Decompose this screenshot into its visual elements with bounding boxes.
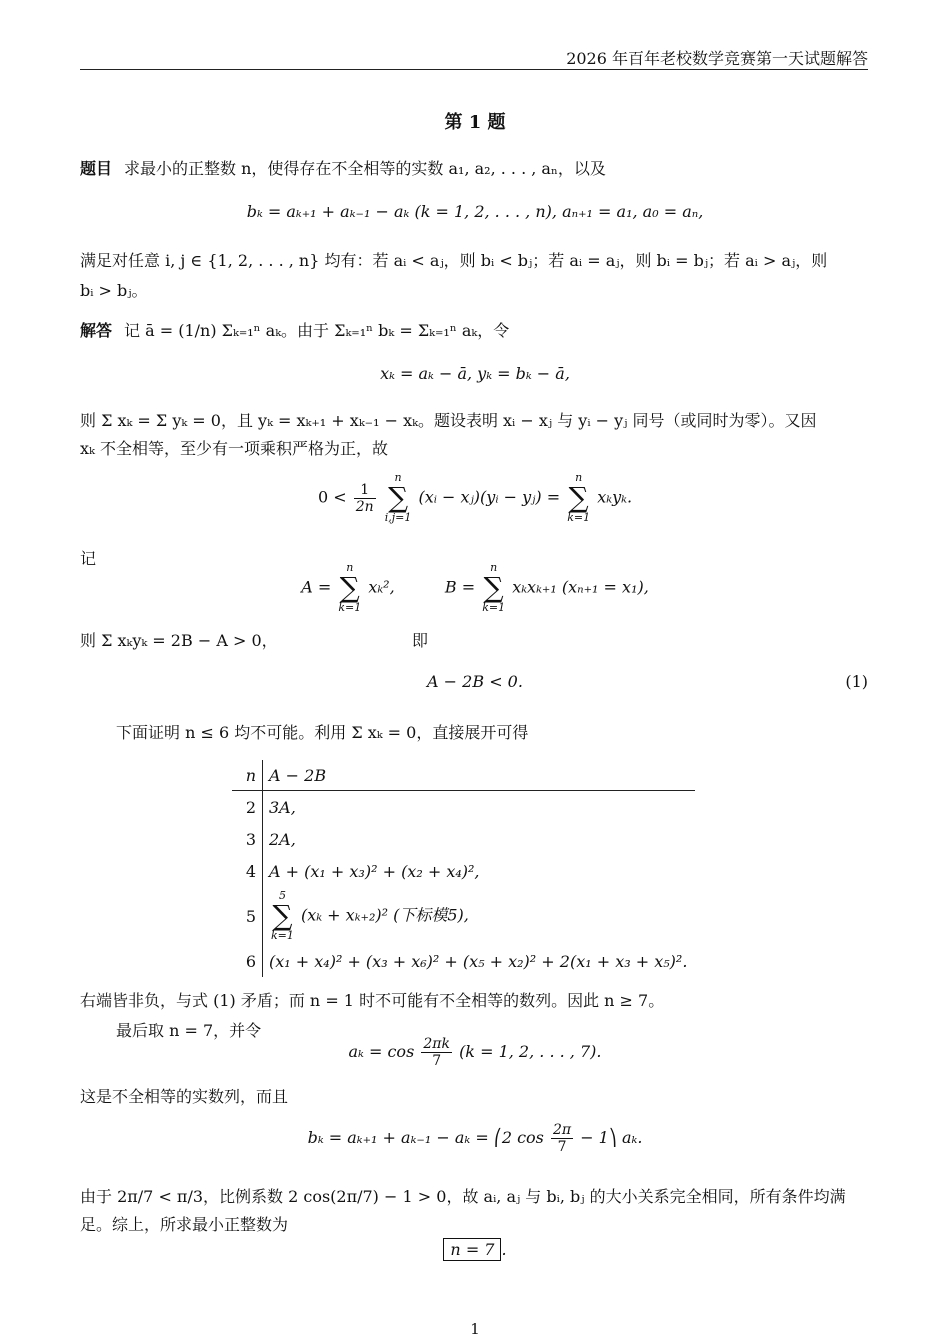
ak-frac-num: 2πk — [423, 1036, 450, 1052]
table-cell-n: 4 — [232, 855, 263, 887]
ineq-frac-num: 1 — [354, 482, 376, 499]
ineq-fraction — [354, 482, 376, 515]
problem-intro — [80, 154, 868, 184]
ak-left: aₖ = cos — [348, 1042, 415, 1061]
table-header-row — [232, 760, 695, 791]
solution-line-2: 则 Σ xₖ = Σ yₖ = 0，且 yₖ = xₖ₊₁ + xₖ₋₁ − xₖ。题设表明 xᵢ − xⱼ 与 yᵢ − yⱼ 同号（或同时为零）。又因 — [80, 411, 817, 430]
table-cell-expr: 2A, — [269, 829, 296, 849]
header-rule — [80, 69, 868, 70]
bk-right: − 1⎞ aₖ. — [580, 1128, 643, 1147]
table-cell-n: 6 — [232, 945, 263, 977]
table-cell-expr-sum — [263, 887, 696, 945]
solution-line-3: xₖ 不全相等，至少有一项乘积严格为正，故 — [80, 439, 388, 458]
solution-line-8: 这是不全相等的实数列，而且 — [80, 1087, 289, 1106]
equation-1-number: (1) — [845, 672, 868, 691]
ineq-sum-1: n ∑ i,j=1 — [384, 471, 412, 524]
table-cell-n: 5 — [232, 887, 263, 945]
ineq-sum-2: n ∑ k=1 — [567, 471, 591, 524]
bk-frac-den: 7 — [557, 1139, 567, 1155]
A-sum-upper: n — [346, 561, 354, 574]
bk-fraction — [551, 1122, 573, 1155]
condition-line-1: 满足对任意 i, j ∈ {1, 2, . . . , n} 均有：若 aᵢ < aⱼ，则 bᵢ < bⱼ；若 aᵢ = aⱼ，则 bᵢ = bⱼ；若 aᵢ > aⱼ，则 — [80, 251, 828, 270]
solution-line-1-text: 记 ā = (1/n) Σₖ₌₁ⁿ aₖ。由于 Σₖ₌₁ⁿ bₖ = Σₖ₌₁ⁿ aₖ，令 — [124, 321, 510, 340]
table-header-expr: A − 2B — [263, 760, 696, 791]
problem-label: 题目 — [80, 159, 113, 178]
bk-left: bₖ = aₖ₊₁ + aₖ₋₁ − aₖ = ⎛2 cos — [307, 1128, 544, 1147]
table-row — [232, 887, 695, 945]
solution-line-1 — [80, 316, 868, 346]
table-row5-sum: 5 ∑ k=1 — [271, 889, 294, 942]
problem-intro-text: 求最小的正整数 n，使得存在不全相等的实数 a₁, a₂, . . . , aₙ，以及 — [124, 159, 606, 178]
ineq-sum1-lower: i,j=1 — [384, 511, 412, 524]
solution-line-9: 由于 2π/7 < π/3，比例系数 2 cos(2π/7) − 1 > 0，故 aᵢ, aⱼ 与 bᵢ, bⱼ 的大小关系完全相同，所有条件均满 — [80, 1187, 846, 1206]
row5-sum-lower: k=1 — [271, 929, 294, 942]
page-number: 1 — [470, 1320, 480, 1338]
ineq-frac-den: 2n — [355, 498, 374, 515]
A-def-right: xₖ², — [368, 577, 395, 597]
ak-frac-den: 7 — [432, 1053, 442, 1069]
problem-title: 第 1 题 — [444, 112, 506, 133]
row5-expr: (xₖ + xₖ₊₂)² (下标模5), — [300, 905, 469, 925]
line4-text: 则 Σ xₖyₖ = 2B − A > 0， — [80, 631, 278, 650]
ineq-sum2-upper: n — [575, 471, 583, 484]
condition-line-2: bᵢ > bⱼ。 — [80, 281, 148, 300]
ak-right: (k = 1, 2, . . . , 7). — [459, 1042, 602, 1061]
main-inequality — [0, 472, 950, 524]
AB-definitions — [0, 562, 950, 614]
solution-line-10: 足。综上，所求最小正整数为 — [80, 1215, 289, 1234]
table-cell-n: 2 — [232, 791, 263, 824]
solution-line-5: 下面证明 n ≤ 6 均不可能。利用 Σ xₖ = 0，直接展开可得 — [116, 723, 529, 742]
B-sum: n ∑ k=1 — [482, 561, 506, 614]
definition-equation: bₖ = aₖ₊₁ + aₖ₋₁ − aₖ (k = 1, 2, . . . , n), aₙ₊₁ = a₁, a₀ = aₙ, — [246, 202, 704, 221]
answer-tail: . — [501, 1240, 507, 1259]
ineq-right: xₖyₖ. — [597, 487, 633, 507]
ineq-sum2-lower: k=1 — [567, 511, 591, 524]
table-cell-expr: (x₁ + x₄)² + (x₃ + x₆)² + (x₅ + x₂)² + 2(x₁ + x₃ + x₅)². — [269, 951, 688, 971]
B-sum-upper: n — [490, 561, 498, 574]
table-cell-expr: A + (x₁ + x₃)² + (x₂ + x₄)², — [269, 861, 480, 881]
xy-definition: xₖ = aₖ − ā, yₖ = bₖ − ā, — [380, 364, 570, 383]
note-ji: 记 — [80, 549, 97, 568]
solution-line-6: 右端皆非负，与式 (1) 矛盾；而 n = 1 时不可能有不全相等的数列。因此 n ≥ 7。 — [80, 991, 665, 1010]
B-def-right: xₖxₖ₊₁ (xₙ₊₁ = x₁), — [512, 577, 649, 597]
table-row — [232, 791, 695, 824]
expansion-table — [232, 760, 695, 977]
ak-fraction — [421, 1036, 452, 1069]
line4b-text: 即 — [412, 631, 429, 650]
table-cell-n: 3 — [232, 823, 263, 855]
B-sum-lower: k=1 — [482, 601, 506, 614]
ineq-mid: (xᵢ − xⱼ)(yᵢ − yⱼ) = — [418, 487, 561, 507]
solution-line-7: 最后取 n = 7，并令 — [116, 1021, 262, 1040]
final-answer — [0, 1238, 950, 1261]
ak-definition — [0, 1036, 950, 1069]
bk-frac-num: 2π — [552, 1122, 572, 1138]
ineq-left: 0 < — [317, 487, 347, 507]
A-sum: n ∑ k=1 — [338, 561, 362, 614]
solution-label: 解答 — [80, 321, 113, 340]
table-header-n: n — [232, 760, 263, 791]
bk-relation — [0, 1122, 950, 1155]
B-def-left: B = — [444, 577, 476, 597]
table-row — [232, 855, 695, 887]
equation-1: A − 2B < 0. — [427, 672, 523, 691]
A-def-left: A = — [301, 577, 332, 597]
A-sum-lower: k=1 — [338, 601, 362, 614]
answer-box: n = 7 — [443, 1238, 501, 1261]
solution-line-4 — [80, 626, 868, 656]
ineq-sum1-upper: n — [394, 471, 402, 484]
page-header: 2026 年百年老校数学竞赛第一天试题解答 — [566, 49, 868, 68]
row5-sum-upper: 5 — [278, 889, 286, 902]
table-row — [232, 823, 695, 855]
table-cell-expr: 3A, — [269, 797, 296, 817]
table-row — [232, 945, 695, 977]
